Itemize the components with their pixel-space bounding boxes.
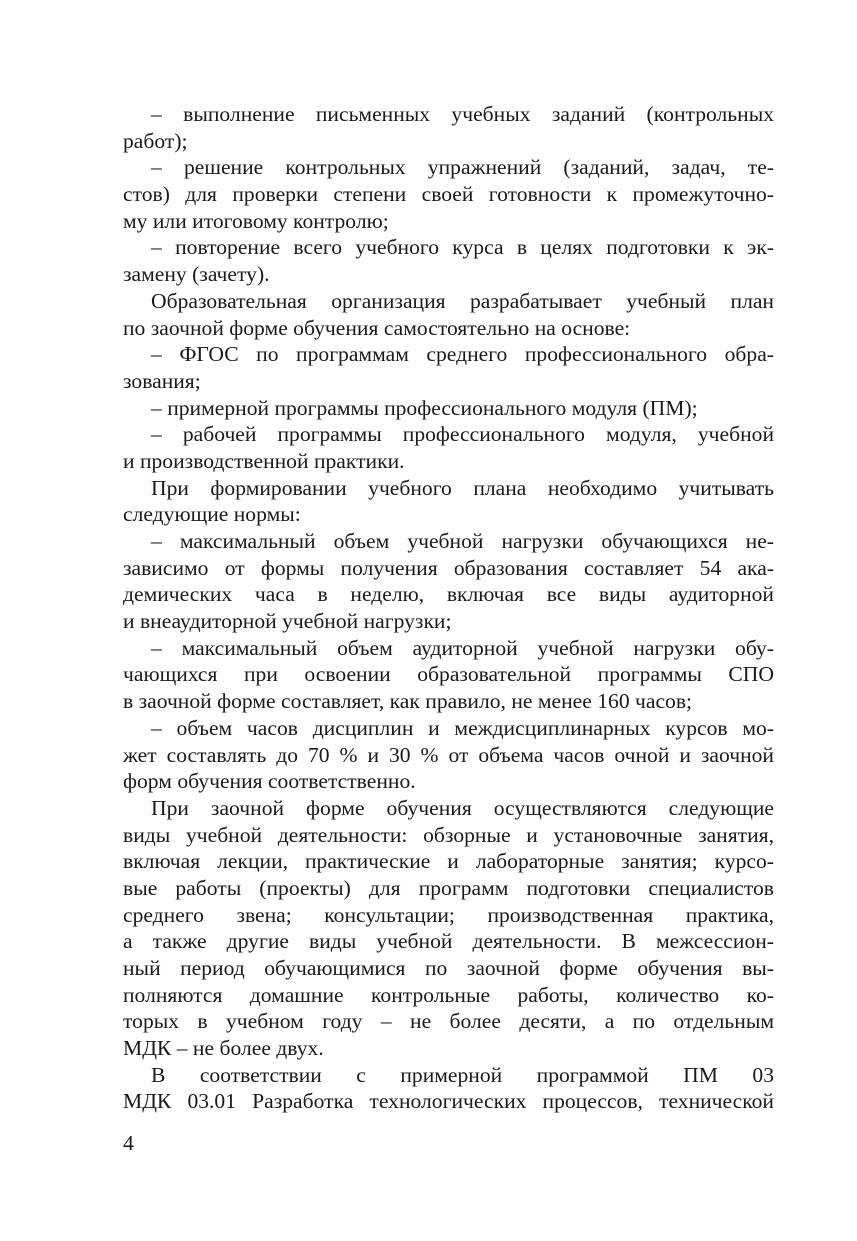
- text-line: зования;: [123, 368, 201, 393]
- text-line: стов) для проверки степени своей готовности к промежуточно-: [123, 182, 774, 207]
- text-line: – рабочей программы профессионального модуля, учебной: [151, 422, 774, 447]
- text-line: – максимальный объем аудиторной учебной нагрузки обу-: [151, 635, 774, 660]
- text-line: му или итоговому контролю;: [123, 208, 389, 233]
- text-line: следующие нормы:: [123, 502, 301, 527]
- text-line: – повторение всего учебного курса в целях подготовки к эк-: [151, 235, 774, 260]
- text-line: а также другие виды учебной деятельности. В межсессион-: [123, 929, 774, 954]
- text-line: ный период обучающимися по заочной форме обучения вы-: [123, 956, 774, 980]
- text-line: зависимо от формы получения образования составляет 54 ака-: [123, 555, 774, 580]
- text-line: – решение контрольных упражнений (заданий, задач, те-: [151, 155, 774, 180]
- text-line: – объем часов дисциплин и междисциплинарных курсов мо-: [151, 715, 774, 740]
- text-line: Образовательная организация разрабатывает учебный план: [151, 288, 774, 313]
- text-line: форм обучения соответственно.: [123, 769, 416, 794]
- text-line: среднего звена; консультации; производственная практика,: [123, 902, 774, 927]
- text-line: вые работы (проекты) для программ подготовки специалистов: [123, 875, 774, 900]
- page-number: 4: [123, 1131, 134, 1155]
- text-line: жет составлять до 70 % и 30 % от объема часов очной и заочной: [123, 742, 774, 767]
- text-line: и производственной практики.: [123, 448, 405, 473]
- text-line: в заочной форме составляет, как правило, не менее 160 часов;: [123, 689, 693, 714]
- text-line: При заочной форме обучения осуществляются следующие: [151, 795, 774, 820]
- text-line: МДК 03.01 Разработка технологических процессов, технической: [123, 1089, 774, 1114]
- text-line: замену (зачету).: [123, 262, 270, 287]
- text-line: – примерной программы профессионального модуля (ПМ);: [151, 395, 698, 420]
- text-line: При формировании учебного плана необходимо учитывать: [151, 475, 774, 500]
- text-line: виды учебной деятельности: обзорные и установочные занятия,: [123, 822, 774, 847]
- text-line: В соответствии с примерной программой ПМ 03: [151, 1062, 774, 1087]
- text-line: по заочной форме обучения самостоятельно на основе:: [123, 315, 631, 340]
- text-line: и внеаудиторной учебной нагрузки;: [123, 609, 452, 634]
- text-line: – выполнение письменных учебных заданий (контрольных: [151, 102, 774, 126]
- text-line: чающихся при освоении образовательной программы СПО: [123, 662, 774, 687]
- text-line: включая лекции, практические и лабораторные занятия; курсо-: [123, 849, 774, 874]
- text-line: торых в учебном году – не более десяти, а по отдельным: [123, 1009, 774, 1034]
- body-text: [123, 101, 774, 1115]
- text-line: работ);: [123, 128, 188, 153]
- text-line: МДК – не более двух.: [123, 1036, 324, 1061]
- text-line: – ФГОС по программам среднего профессионального обра-: [151, 342, 774, 367]
- text-line: демических часа в неделю, включая все виды аудиторной: [123, 582, 774, 607]
- text-line: полняются домашние контрольные работы, количество ко-: [123, 982, 774, 1007]
- text-line: – максимальный объем учебной нагрузки обучающихся не-: [151, 529, 774, 553]
